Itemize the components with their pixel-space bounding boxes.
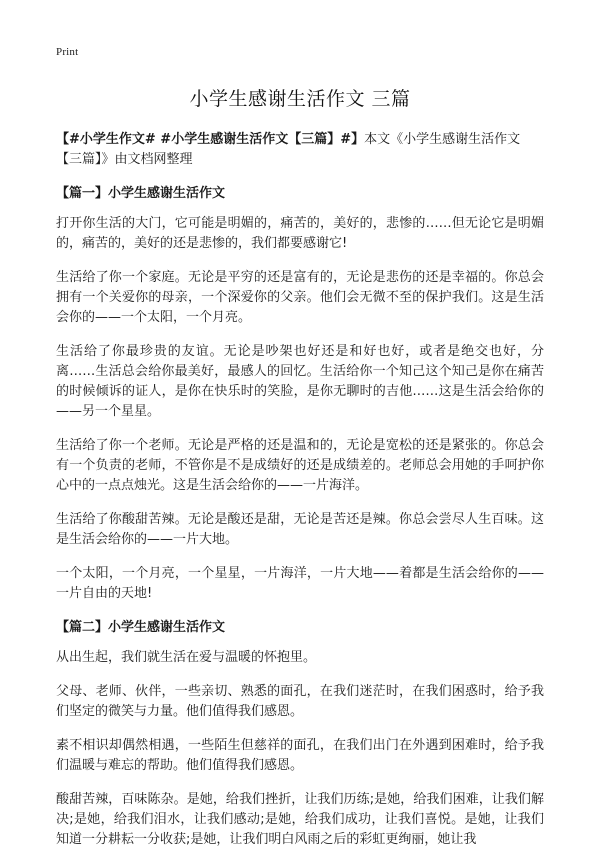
paragraph: 父母、老师、伙伴，一些亲切、熟悉的面孔，在我们迷茫时，在我们困惑时，给予我们坚定的微笑与力量。他们值得我们感恩。: [56, 684, 544, 719]
paragraph: 酸甜苦辣，百味陈杂。是她，给我们挫折，让我们历练;是她，给我们困难，让我们解决;是她，给我们泪水，让我们感动;是她，给我们成功，让我们喜悦。是她，让我们知道一分耕耘一分收获;是她，让我们明白风雨之后的彩虹更绚丽，她让我: [56, 792, 544, 847]
paragraph: 打开你生活的大门，它可能是明媚的，痛苦的，美好的，悲惨的……但无论它是明媚的，痛苦的，美好的还是悲惨的，我们都要感谢它!: [56, 216, 544, 251]
section-heading: 【篇一】小学生感谢生活作文: [56, 186, 226, 201]
intro-tags: 【#小学生作文# #小学生感谢生活作文【三篇】#】: [56, 132, 365, 147]
document-intro: [56, 130, 544, 170]
section-1: [56, 184, 544, 604]
print-label: Print: [56, 46, 79, 58]
paragraph: 生活给了你一个老师。无论是严格的还是温和的，无论是宽松的还是紧张的。你总会有一个负责的老师，不管你是不是成绩好的还是成绩差的。老师总会用她的手呵护你心中的一点点烛光。这是生活会给你的——一片海洋。: [56, 438, 544, 493]
section-heading: 【篇二】小学生感谢生活作文: [56, 620, 226, 635]
paragraph: 生活给了你酸甜苦辣。无论是酸还是甜，无论是苦还是辣。你总会尝尽人生百味。这是生活会给你的——一片大地。: [56, 512, 544, 547]
intro-text: 本文《小学生感谢生活作文【三篇】》由文档网整理: [56, 132, 521, 167]
paragraph: 一个太阳，一个月亮，一个星星，一片海洋，一片大地——着都是生活会给你的——一片自由的天地!: [56, 566, 544, 601]
paragraph: 从出生起，我们就生活在爱与温暖的怀抱里。: [56, 650, 317, 665]
paragraph: 素不相识却偶然相遇，一些陌生但慈祥的面孔，在我们出门在外遇到困难时，给予我们温暖与难忘的帮助。他们值得我们感恩。: [56, 738, 544, 773]
document-title: 小学生感谢生活作文 三篇: [189, 88, 411, 110]
paragraph: 生活给了你最珍贵的友谊。无论是吵架也好还是和好也好，或者是绝交也好，分离……生活总会给你最美好，最感人的回忆。生活给你一个知己这个知己是你在痛苦的时候倾诉的证人，是你在快乐时的笑脸，是你无聊时的吉他……这是生活会给你的——另一个星星。: [56, 344, 544, 419]
paragraph: 生活给了你一个家庭。无论是平穷的还是富有的，无论是悲伤的还是幸福的。你总会拥有一个关爱你的母亲，一个深爱你的父亲。他们会无微不至的保护我们。这是生活会你的——一个太阳，一个月亮。: [56, 270, 544, 325]
section-2: [56, 618, 544, 850]
